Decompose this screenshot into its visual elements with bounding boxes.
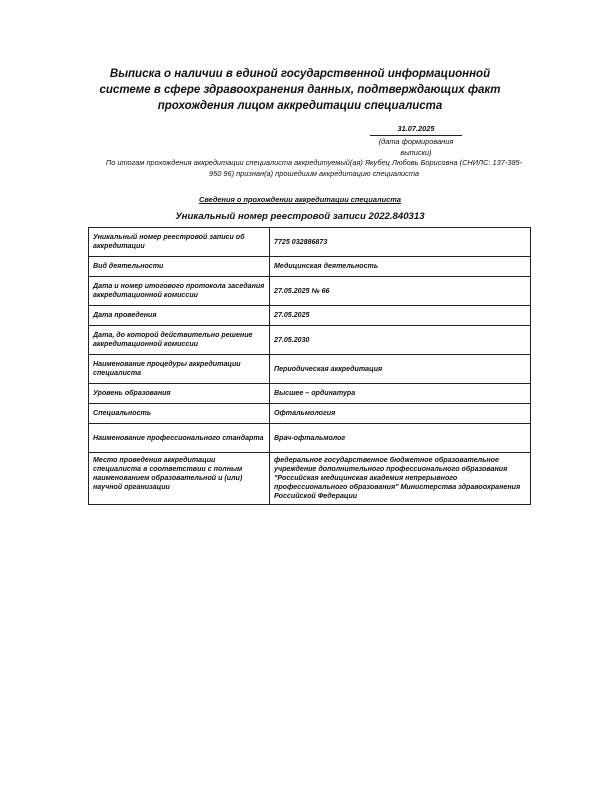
title-line-1: Выписка о наличии в единой государственной информационной	[109, 68, 491, 80]
accreditation-statement	[88, 157, 540, 179]
row-value: Периодическая аккредитация	[270, 355, 531, 384]
record-number-title: Уникальный номер реестровой записи 2022.840313	[175, 211, 425, 222]
issue-date: 31.07.2025	[370, 124, 462, 136]
row-label: Дата проведения	[89, 306, 270, 326]
accreditation-details-table	[88, 227, 531, 505]
title-line-2: системе в сфере здравоохранения данных, подтверждающих факт	[99, 84, 501, 96]
row-value: федеральное государственное бюджетное образовательное учреждение дополнительного профессионального образования "Российская медицинская академия непрерывного профессионального образования" Министерства здравоохранения Российской Федерации	[270, 453, 531, 505]
issue-date-caption: (дата формирования выписки)	[378, 137, 454, 157]
table-row	[89, 306, 531, 326]
row-value: Высшее – ординатура	[270, 384, 531, 404]
row-value: Врач-офтальмолог	[270, 424, 531, 453]
table-row	[89, 326, 531, 355]
section-title: Сведения о прохождении аккредитации специалиста	[199, 195, 401, 204]
table-row	[89, 424, 531, 453]
table-row	[89, 453, 531, 505]
row-label: Дата, до которой действительно решение аккредитационной комиссии	[89, 326, 270, 355]
row-value: 7725 032886873	[270, 228, 531, 257]
row-label: Вид деятельности	[89, 257, 270, 277]
row-label: Специальность	[89, 404, 270, 424]
statement-line-2: 950 96) признан(а) прошедшим аккредитацию специалиста	[208, 169, 420, 178]
issue-date-block	[370, 124, 462, 158]
row-value: 27.05.2030	[270, 326, 531, 355]
row-value: 27.05.2025	[270, 306, 531, 326]
row-label: Уникальный номер реестровой записи об аккредитации	[89, 228, 270, 257]
row-label: Дата и номер итогового протокола заседания аккредитационной комиссии	[89, 277, 270, 306]
table-row	[89, 384, 531, 404]
row-value: Офтальмология	[270, 404, 531, 424]
statement-line-1: По итогам прохождения аккредитации специалиста аккредитуемый(ая) Якубец Любовь Борисовна (СНИЛС: 137-385-	[105, 158, 523, 167]
table-row	[89, 355, 531, 384]
table-row	[89, 277, 531, 306]
row-label: Наименование профессионального стандарта	[89, 424, 270, 453]
title-line-3: прохождения лицом аккредитации специалиста	[157, 100, 443, 112]
row-value: Медицинская деятельность	[270, 257, 531, 277]
row-label: Наименование процедуры аккредитации специалиста	[89, 355, 270, 384]
document-title	[60, 66, 540, 114]
table-row	[89, 228, 531, 257]
row-label: Место проведения аккредитации специалиста в соответствии с полным наименованием образовательной и (или) научной организации	[89, 453, 270, 505]
table-row	[89, 404, 531, 424]
row-value: 27.05.2025 № 66	[270, 277, 531, 306]
row-label: Уровень образования	[89, 384, 270, 404]
table-row	[89, 257, 531, 277]
